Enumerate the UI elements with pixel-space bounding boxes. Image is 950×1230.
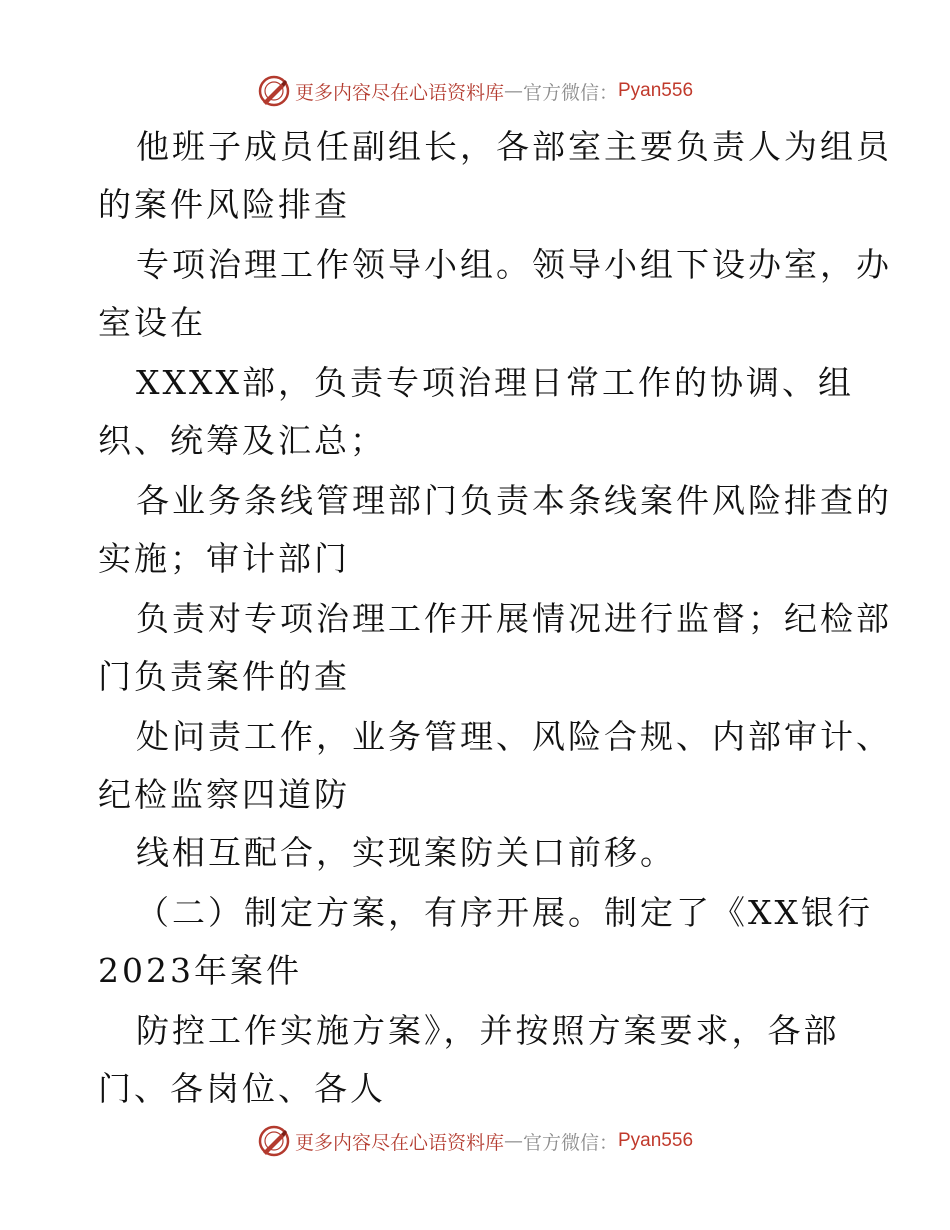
text-line: 纪检监察四道防 bbox=[98, 775, 350, 814]
footer-banner bbox=[0, 1121, 950, 1161]
pen-logo-icon bbox=[257, 74, 291, 108]
text-line: 防控工作实施方案》，并按照方案要求，各部 bbox=[136, 1011, 840, 1050]
text-line: 各业务条线管理部门负责本条线案件风险排查的 bbox=[136, 481, 892, 520]
text-line: 室设在 bbox=[98, 303, 206, 342]
text-line: 处问责工作，业务管理、风险合规、内部审计、 bbox=[136, 717, 892, 756]
text-line: 门、各岗位、各人 bbox=[98, 1069, 386, 1108]
text-line: 2023年案件 bbox=[98, 951, 302, 990]
text-line: 线相互配合，实现案防关口前移。 bbox=[136, 833, 676, 872]
text-line: 的案件风险排查 bbox=[98, 185, 350, 224]
banner-wechat-id: Pyan556 bbox=[618, 80, 694, 101]
banner-main-text: 更多内容尽在心语资料库 bbox=[294, 81, 504, 104]
text-line: 他班子成员任副组长，各部室主要负责人为组员 bbox=[136, 127, 892, 166]
text-line: 织、统筹及汇总； bbox=[98, 421, 386, 460]
text-line: 实施；审计部门 bbox=[98, 539, 350, 578]
banner-wechat-label: 官方微信： bbox=[522, 1131, 618, 1154]
banner-main-text: 更多内容尽在心语资料库 bbox=[294, 1131, 504, 1154]
banner-separator: — bbox=[503, 1130, 523, 1152]
banner-separator: — bbox=[503, 80, 523, 102]
text-line: 负责对专项治理工作开展情况进行监督；纪检部 bbox=[136, 599, 892, 638]
banner-wechat-id: Pyan556 bbox=[618, 1130, 694, 1151]
text-line: 专项治理工作领导小组。领导小组下设办室，办 bbox=[136, 245, 892, 284]
pen-logo-icon bbox=[257, 1124, 291, 1158]
text-line: 门负责案件的查 bbox=[98, 657, 350, 696]
banner-wechat-label: 官方微信： bbox=[522, 81, 618, 104]
text-line: （二）制定方案，有序开展。制定了《XX银行 bbox=[136, 893, 873, 932]
header-banner bbox=[0, 71, 950, 111]
text-line: XXXX部，负责专项治理日常工作的协调、组 bbox=[136, 363, 854, 402]
